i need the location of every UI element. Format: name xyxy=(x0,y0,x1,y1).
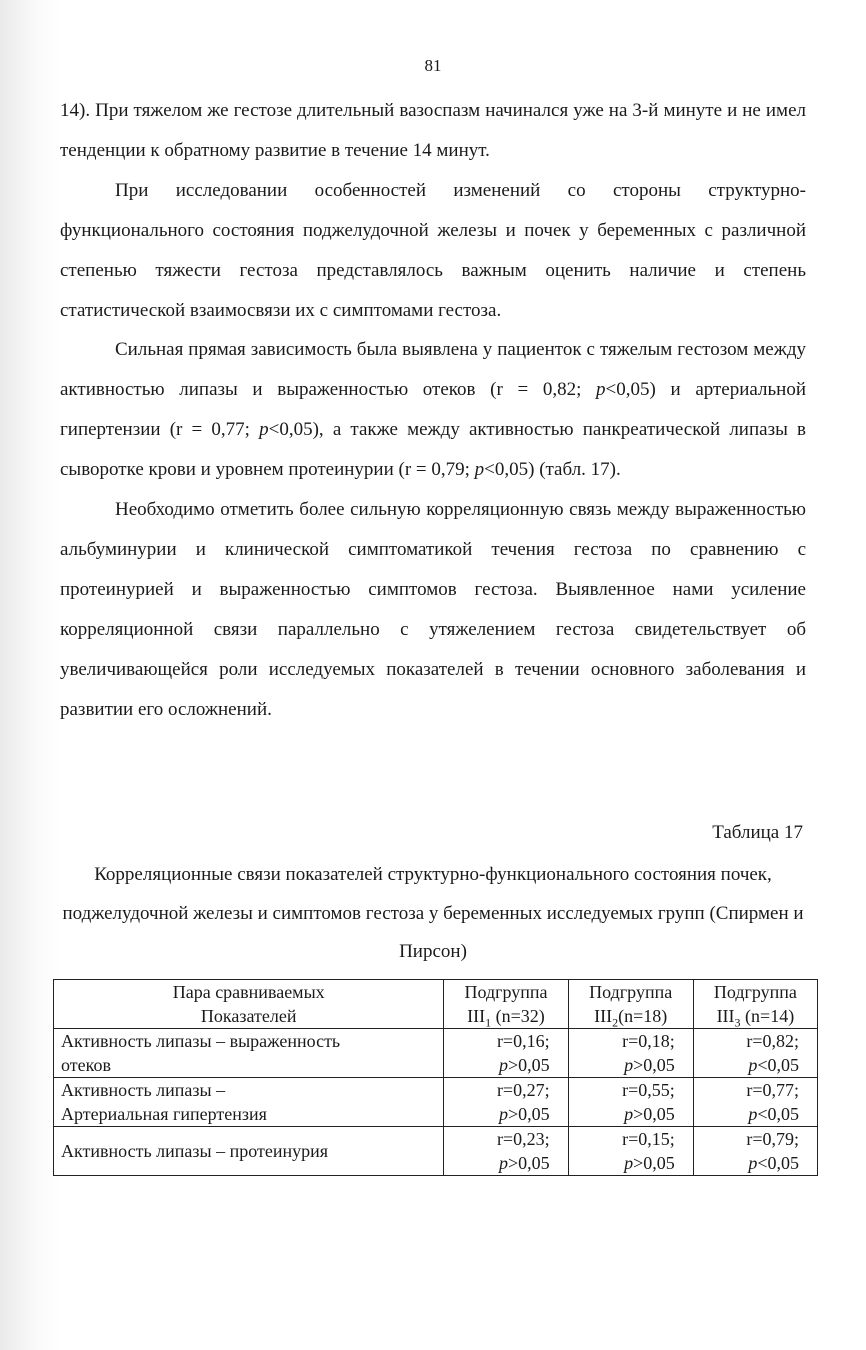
row-pair-line2: Артериальная гипертензия xyxy=(61,1104,267,1124)
row-pair-label xyxy=(54,1029,444,1078)
header-pair xyxy=(54,980,444,1029)
p-value: <0,05 xyxy=(757,1153,799,1173)
paragraph-3-text: <0,05), а также между активностью панкреатической липазы в сыворотке крови и уровнем протеинурии (r = 0,79; xyxy=(60,419,806,481)
table-cell xyxy=(693,1127,817,1176)
table-cell xyxy=(444,1127,568,1176)
p-symbol: p xyxy=(748,1153,758,1173)
r-value: r=0,18; xyxy=(622,1031,675,1051)
header-sub-prefix: III xyxy=(594,1006,613,1026)
header-subgroup-word: Подгруппа xyxy=(713,982,797,1002)
r-value: r=0,82; xyxy=(746,1031,799,1051)
table-cell xyxy=(693,1029,817,1078)
table-cell xyxy=(693,1078,817,1127)
row-pair-label xyxy=(54,1127,444,1176)
header-sub-prefix: III xyxy=(467,1006,486,1026)
paragraph-2: При исследовании особенностей изменений со стороны структурно-функционального состояния поджелудочной железы и почек у беременных с различной степенью тяжести гестоза представлялось важным оценить наличие и степень статистической взаимосвязи их с симптомами гестоза. xyxy=(60,179,806,321)
header-sub-n: (n=32) xyxy=(495,1006,545,1026)
row-pair-line2: отеков xyxy=(61,1055,111,1075)
header-subgroup-2 xyxy=(568,980,693,1029)
p-symbol: p xyxy=(624,1055,634,1075)
header-subgroup-1 xyxy=(444,980,568,1029)
r-value: r=0,23; xyxy=(496,1129,550,1149)
row-pair-label xyxy=(54,1078,444,1127)
page-number: 81 xyxy=(424,56,442,75)
header-sub-index: 3 xyxy=(734,1015,741,1030)
table-row xyxy=(54,1029,818,1078)
p-symbol: p xyxy=(474,459,485,481)
p-value: >0,05 xyxy=(507,1104,550,1124)
table-cell xyxy=(444,1029,568,1078)
r-value: r=0,27; xyxy=(496,1080,550,1100)
row-pair-line1: Активность липазы – выраженность xyxy=(61,1031,341,1051)
r-value: r=0,15; xyxy=(622,1129,675,1149)
p-symbol: p xyxy=(259,419,269,441)
table-title: Корреляционные связи показателей структурно-функционального состояния почек, поджелудочной железы и симптомов гестоза у беременных исследуемых групп (Спирмен и Пирсон) xyxy=(62,864,804,962)
p-symbol: p xyxy=(498,1104,508,1124)
paragraph-3-text: <0,05) и артериальной гипертензии (r = 0,77; xyxy=(60,379,806,441)
header-pair-line2: Показателей xyxy=(200,1006,297,1026)
p-value: >0,05 xyxy=(633,1153,675,1173)
p-symbol: p xyxy=(498,1153,508,1173)
header-subgroup-3 xyxy=(693,980,817,1029)
p-value: <0,05 xyxy=(757,1104,799,1124)
header-pair-line1: Пара сравниваемых xyxy=(172,982,325,1002)
p-symbol: p xyxy=(624,1153,634,1173)
p-symbol: p xyxy=(596,379,606,401)
r-value: r=0,79; xyxy=(746,1129,799,1149)
p-value: <0,05 xyxy=(757,1055,799,1075)
table-row xyxy=(54,1078,818,1127)
table-row xyxy=(54,1127,818,1176)
paragraph-1: 14). При тяжелом же гестозе длительный вазоспазм начинался уже на 3-й минуте и не имел тенденции к обратному развитие в течение 14 минут. xyxy=(60,100,806,161)
header-sub-n: (n=18) xyxy=(618,1006,668,1026)
p-value: >0,05 xyxy=(633,1055,675,1075)
table-cell xyxy=(568,1127,693,1176)
p-symbol: p xyxy=(498,1055,508,1075)
paragraph-3-text: Сильная прямая зависимость была выявлена у пациенток с тяжелым гестозом между активностью липазы и выраженностью отеков (r = 0,82; xyxy=(60,339,806,401)
row-pair-line1: Активность липазы – протеинурия xyxy=(61,1141,329,1161)
p-symbol: p xyxy=(624,1104,634,1124)
table-header-row xyxy=(54,980,818,1029)
row-pair-line1: Активность липазы – xyxy=(61,1080,226,1100)
correlation-table xyxy=(53,979,818,1176)
r-value: r=0,16; xyxy=(496,1031,550,1051)
table-cell xyxy=(444,1078,568,1127)
table-cell xyxy=(568,1029,693,1078)
header-subgroup-word: Подгруппа xyxy=(589,982,673,1002)
p-value: >0,05 xyxy=(507,1153,550,1173)
p-value: >0,05 xyxy=(633,1104,675,1124)
paragraph-3 xyxy=(60,330,806,490)
p-symbol: p xyxy=(748,1055,758,1075)
header-sub-index: 1 xyxy=(485,1015,492,1030)
table-cell xyxy=(568,1078,693,1127)
paragraph-3-text: <0,05) (табл. 17). xyxy=(484,459,621,481)
p-symbol: p xyxy=(748,1104,758,1124)
header-subgroup-word: Подгруппа xyxy=(464,982,548,1002)
header-sub-index: 2 xyxy=(612,1015,619,1030)
paragraph-4: Необходимо отметить более сильную корреляционную связь между выраженностью альбуминурии и клинической симптоматикой течения гестоза по сравнению с протеинурией и выраженностью симптомов гестоза. Выявленное нами усиление корреляционной связи параллельно с утяжелением гестоза свидетельствует об увеличивающейся роли исследуемых показателей в течении основного заболевания и развитии его осложнений. xyxy=(60,499,806,720)
r-value: r=0,55; xyxy=(622,1080,675,1100)
table-number-label: Таблица 17 xyxy=(712,822,803,843)
body-text xyxy=(60,91,806,730)
r-value: r=0,77; xyxy=(746,1080,799,1100)
p-value: >0,05 xyxy=(507,1055,550,1075)
header-sub-n: (n=14) xyxy=(745,1006,795,1026)
header-sub-prefix: III xyxy=(716,1006,735,1026)
